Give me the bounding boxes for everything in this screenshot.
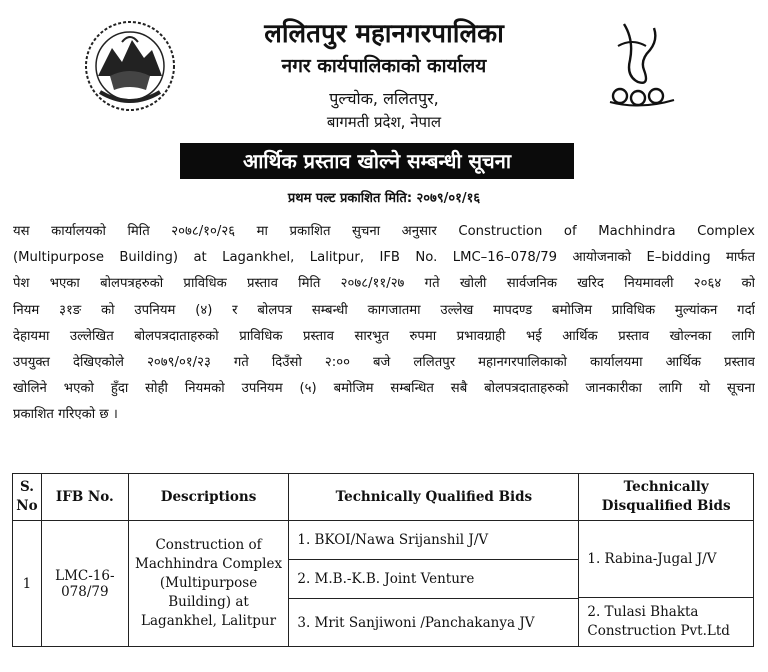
body-line: नियम ३१ङ को उपनियम (४) र बोलपत्र सम्बन्धी कागजातमा उल्लेख मापदण्ड बमोजिम प्राविधिक मुल्यांकन गर्दा bbox=[13, 302, 755, 318]
body-line: उपयुक्त देखिएकोले २०७९/०१/२३ गते दिउँसो २:०० बजे ललितपुर महानगरपालिकाको कार्यालयमा आर्थिक प्रस्ताव bbox=[13, 354, 755, 370]
publication-date: प्रथम पल्ट प्रकाशित मिति: २०७९/०१/१६ bbox=[287, 191, 481, 206]
row-sn: 1 bbox=[13, 521, 42, 647]
qualified-bids-cell bbox=[289, 521, 579, 647]
header-disqualified: Technically Disqualified Bids bbox=[579, 474, 754, 521]
row-description: Construction of Machhindra Complex (Multipurpose Building) at Lagankhel, Lalitpur bbox=[128, 521, 289, 647]
qualified-bid-item: 1. BKOI/Nawa Srijanshil J/V bbox=[289, 521, 578, 560]
row-ifb: LMC-16-078/79 bbox=[41, 521, 128, 647]
body-line: पेश भएका बोलपत्रहरुको प्राविधिक प्रस्ताव मिति २०७८/११/२७ गते खोली सार्वजनिक खरिद नियमावली २०६४ को bbox=[13, 276, 755, 292]
header-ifb: IFB No. bbox=[41, 474, 128, 521]
qualified-bid-item: 2. M.B.-K.B. Joint Venture bbox=[289, 560, 578, 599]
qualified-bid-item: 3. Mrit Sanjiwoni /Panchakanya JV bbox=[297, 614, 535, 631]
bids-table bbox=[12, 473, 754, 647]
body-line: देहायमा उल्लेखित बोलपत्रदाताहरुको प्राविधिक प्रस्ताव सारभुत रुपमा प्रभावग्राही भई आर्थिक प्रस्ताव खोल्नका लागि bbox=[13, 328, 755, 344]
body-line: खोलिने भएको हुँदा सोही नियमको उपनियम (५) बमोजिम सम्बन्धित सबै बोलपत्रदाताहरुको जानकारीका लागि यो सूचना bbox=[13, 381, 755, 397]
organization-name: ललितपुर महानगरपालिका bbox=[264, 19, 504, 49]
disqualified-bids-cell bbox=[579, 521, 754, 647]
table-row bbox=[13, 521, 754, 647]
office-name: नगर कार्यपालिकाको कार्यालय bbox=[281, 55, 487, 77]
disqualified-bid-item: 2. Tulasi Bhakta Construction Pvt.Ltd bbox=[587, 604, 730, 639]
header-qualified: Technically Qualified Bids bbox=[289, 474, 579, 521]
notice-body bbox=[13, 219, 755, 429]
address-line-2: बागमती प्रदेश, नेपाल bbox=[326, 113, 442, 131]
body-line: (Multipurpose Building) at Lagankhel, Lalitpur, IFB No. LMC–16–078/79 आयोजनाको E–bidding मार्फत bbox=[13, 250, 755, 266]
header-sn: S. No bbox=[13, 474, 42, 521]
disqualified-bid-item: 1. Rabina-Jugal J/V bbox=[579, 521, 753, 598]
body-line: प्रकाशित गरिएको छ । bbox=[13, 407, 118, 423]
body-line: यस कार्यालयको मिति २०७८/१०/२६ मा प्रकाशित सुचना अनुसार Construction of Machhindra Complex bbox=[13, 224, 755, 239]
header-description: Descriptions bbox=[128, 474, 289, 521]
notice-title-banner: आर्थिक प्रस्ताव खोल्ने सम्बन्धी सूचना bbox=[180, 143, 574, 179]
table-header-row bbox=[13, 474, 754, 521]
address-line-1: पुल्चोक, ललितपुर, bbox=[329, 89, 439, 108]
signature-mark bbox=[604, 20, 678, 112]
